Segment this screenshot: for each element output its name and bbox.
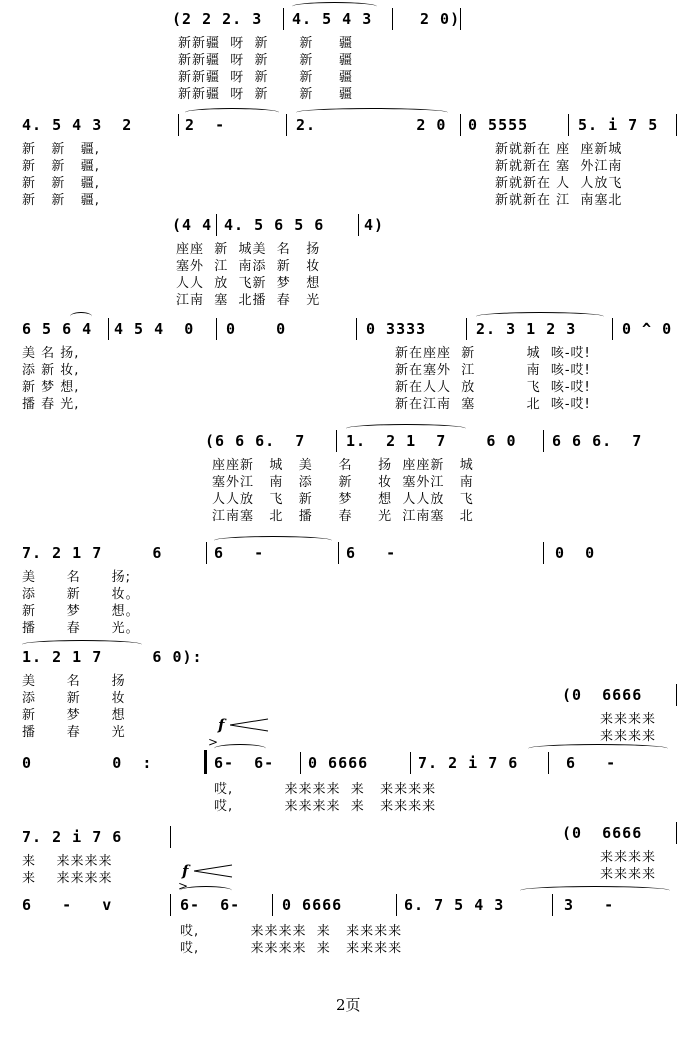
lyric-s7-topright-v2: 来来来来 — [600, 729, 657, 744]
lyric-s4-right-v2: 新在塞外 江 南 咳-哎! — [395, 363, 591, 378]
notation-s4-m1: 6 5 6 4 — [22, 320, 93, 338]
lyric-s2-left-v2: 新 新 疆, — [22, 159, 100, 174]
slur — [528, 744, 668, 753]
notation-s3-m2: 4. 5 6 5 6 — [224, 216, 325, 234]
notation-s2-m3: 2. 2 0 — [296, 116, 447, 134]
barline — [336, 430, 337, 452]
lyric-s8-topright-v1: 来来来来 — [600, 850, 657, 865]
lyric-s7-mid-v1: 哎, 来来来来 来 来来来来 — [214, 782, 437, 797]
notation-s8-main-m5: 3 - — [564, 896, 615, 914]
lyric-s4-left-v3: 新 梦 想, — [22, 380, 80, 395]
lyric-s5-v3: 人人放 飞 新 梦 想 人人放 飞 — [212, 492, 474, 507]
lyric-s4-right-v4: 新在江南 塞 北 咳-哎! — [395, 397, 591, 412]
barline — [358, 214, 359, 236]
barline — [178, 114, 179, 136]
lyric-s6-v3: 新 梦 想。 — [22, 604, 140, 619]
lyric-s7-left-v3: 新 梦 想 — [22, 708, 126, 723]
notation-s4-m4: 0 3333 — [366, 320, 427, 338]
slur — [180, 886, 232, 895]
lyric-s3-v2: 塞外 江 南添 新 妆 — [176, 259, 321, 274]
notation-s7-main-m2: 6- 6- — [214, 754, 275, 772]
barline — [543, 542, 544, 564]
lyric-s6-v2: 添 新 妆。 — [22, 587, 140, 602]
lyric-s8-left-v2: 来 来来来来 — [22, 871, 113, 886]
notation-s6-m3: 6 - — [346, 544, 397, 562]
accent-mark: > — [178, 879, 189, 893]
lyric-s8-bottom-v1: 哎, 来来来来 来 来来来来 — [180, 924, 403, 939]
lyric-s1-v1: 新新疆 呀 新 新 疆 — [178, 36, 353, 51]
lyric-s2-right-v1: 新就新在 座 座新城 — [495, 142, 623, 157]
lyric-s2-right-v4: 新就新在 江 南塞北 — [495, 193, 623, 208]
repeat-barline — [204, 750, 207, 774]
lyric-s4-right-v3: 新在人人 放 飞 咳-哎! — [395, 380, 591, 395]
lyric-s3-v4: 江南 塞 北播 春 光 — [176, 293, 321, 308]
barline — [410, 752, 411, 774]
lyric-s2-left-v1: 新 新 疆, — [22, 142, 100, 157]
lyric-s4-left-v1: 美 名 扬, — [22, 346, 80, 361]
lyric-s7-left-v1: 美 名 扬 — [22, 674, 126, 689]
notation-s7-main-m3: 0 6666 — [308, 754, 369, 772]
barline — [272, 894, 273, 916]
slur — [476, 312, 604, 321]
barline — [286, 114, 287, 136]
notation-s2-m1: 4. 5 4 3 2 — [22, 116, 133, 134]
barline — [356, 318, 357, 340]
crescendo-hairpin — [230, 718, 270, 732]
notation-s7-m1: 1. 2 1 7 6 0): — [22, 648, 203, 666]
lyric-s1-v2: 新新疆 呀 新 新 疆 — [178, 53, 353, 68]
barline — [170, 826, 171, 848]
slur — [214, 536, 332, 545]
notation-s7-top-right: (0 6666 — [562, 686, 643, 704]
barline — [568, 114, 569, 136]
notation-s5-m1: (6 6 6. 7 — [205, 432, 306, 450]
lyric-s3-v1: 座座 新 城美 名 扬 — [176, 242, 321, 257]
lyric-s6-v4: 播 春 光。 — [22, 621, 140, 636]
barline — [676, 684, 677, 706]
lyric-s6-v1: 美 名 扬; — [22, 570, 131, 585]
lyric-s5-v4: 江南塞 北 播 春 光 江南塞 北 — [212, 509, 474, 524]
notation-s6-m2: 6 - — [214, 544, 265, 562]
notation-s1-m1: (2 2 2. 3 — [172, 10, 263, 28]
slur — [346, 424, 466, 433]
lyric-s1-v3: 新新疆 呀 新 新 疆 — [178, 70, 353, 85]
barline — [283, 8, 284, 30]
lyric-s5-v2: 塞外江 南 添 新 妆 塞外江 南 — [212, 475, 474, 490]
notation-s4-m3: 0 0 — [226, 320, 287, 338]
notation-s2-m2: 2 - — [185, 116, 226, 134]
barline — [108, 318, 109, 340]
slur — [22, 640, 142, 649]
notation-s1-m2: 4. 5 4 3 — [292, 10, 373, 28]
barline — [466, 318, 467, 340]
barline — [300, 752, 301, 774]
notation-s4-m2: 4 5 4 0 — [114, 320, 195, 338]
lyric-s8-topright-v2: 来来来来 — [600, 867, 657, 882]
notation-s3-m1: (4 4 — [172, 216, 213, 234]
lyric-s2-right-v3: 新就新在 人 人放飞 — [495, 176, 623, 191]
slur — [296, 108, 448, 117]
barline — [552, 894, 553, 916]
notation-s2-m4: 0 5555 — [468, 116, 529, 134]
barline — [392, 8, 393, 30]
lyric-s7-mid-v2: 哎, 来来来来 来 来来来来 — [214, 799, 437, 814]
lyric-s2-left-v3: 新 新 疆, — [22, 176, 100, 191]
notation-s6-m1: 7. 2 1 7 6 — [22, 544, 163, 562]
barline — [548, 752, 549, 774]
barline — [460, 114, 461, 136]
lyric-s3-v3: 人人 放 飞新 梦 想 — [176, 276, 321, 291]
notation-s5-m2: 1. 2 1 7 6 0 — [346, 432, 517, 450]
notation-s6-m4: 0 0 — [555, 544, 596, 562]
slur — [292, 2, 377, 11]
notation-s8-main-m1: 6 - v — [22, 896, 113, 914]
dynamic-forte: f — [182, 862, 189, 880]
notation-s2-m5: 5. i 7 5 — [578, 116, 659, 134]
barline — [543, 430, 544, 452]
barline — [206, 542, 207, 564]
notation-s5-m3: 6 6 6. 7 — [552, 432, 643, 450]
slur — [214, 744, 266, 753]
barline — [676, 822, 677, 844]
barline — [170, 894, 171, 916]
notation-s1-m3: 2 0) — [420, 10, 461, 28]
lyric-s8-left-v1: 来 来来来来 — [22, 854, 113, 869]
notation-s8-main-m3: 0 6666 — [282, 896, 343, 914]
notation-s3-m3: 4) — [364, 216, 385, 234]
dynamic-forte: f — [218, 716, 225, 734]
barline — [216, 214, 217, 236]
notation-s8-top-right: (0 6666 — [562, 824, 643, 842]
lyric-s7-left-v2: 添 新 妆 — [22, 691, 126, 706]
slur — [520, 886, 670, 895]
barline — [396, 894, 397, 916]
notation-s7-main-m1: 0 0 : — [22, 754, 153, 772]
lyric-s4-right-v1: 新在座座 新 城 咳-哎! — [395, 346, 591, 361]
page-number: 2页 — [336, 996, 361, 1014]
lyric-s5-v1: 座座新 城 美 名 扬 座座新 城 — [212, 458, 474, 473]
barline — [216, 318, 217, 340]
barline — [460, 8, 461, 30]
notation-s8-main-m2: 6- 6- — [180, 896, 241, 914]
barline — [612, 318, 613, 340]
lyric-s7-left-v4: 播 春 光 — [22, 725, 126, 740]
barline — [338, 542, 339, 564]
lyric-s2-right-v2: 新就新在 塞 外江南 — [495, 159, 623, 174]
accent-mark: > — [208, 735, 219, 749]
slur — [185, 108, 279, 117]
lyric-s8-bottom-v2: 哎, 来来来来 来 来来来来 — [180, 941, 403, 956]
lyric-s2-left-v4: 新 新 疆, — [22, 193, 100, 208]
lyric-s4-left-v2: 添 新 妆, — [22, 363, 80, 378]
slur — [70, 312, 92, 321]
lyric-s7-topright-v1: 来来来来 — [600, 712, 657, 727]
lyric-s4-left-v4: 播 春 光, — [22, 397, 80, 412]
notation-s4-m5: 2. 3 1 2 3 — [476, 320, 577, 338]
notation-s8-main-m4: 6. 7 5 4 3 — [404, 896, 505, 914]
notation-s7-main-m5: 6 - — [566, 754, 617, 772]
lyric-s1-v4: 新新疆 呀 新 新 疆 — [178, 87, 353, 102]
barline — [676, 114, 677, 136]
notation-s4-m6: 0 ^ 0 — [622, 320, 673, 338]
notation-s8-m1: 7. 2 i 7 6 — [22, 828, 123, 846]
notation-s7-main-m4: 7. 2 i 7 6 — [418, 754, 519, 772]
crescendo-hairpin — [194, 864, 234, 878]
